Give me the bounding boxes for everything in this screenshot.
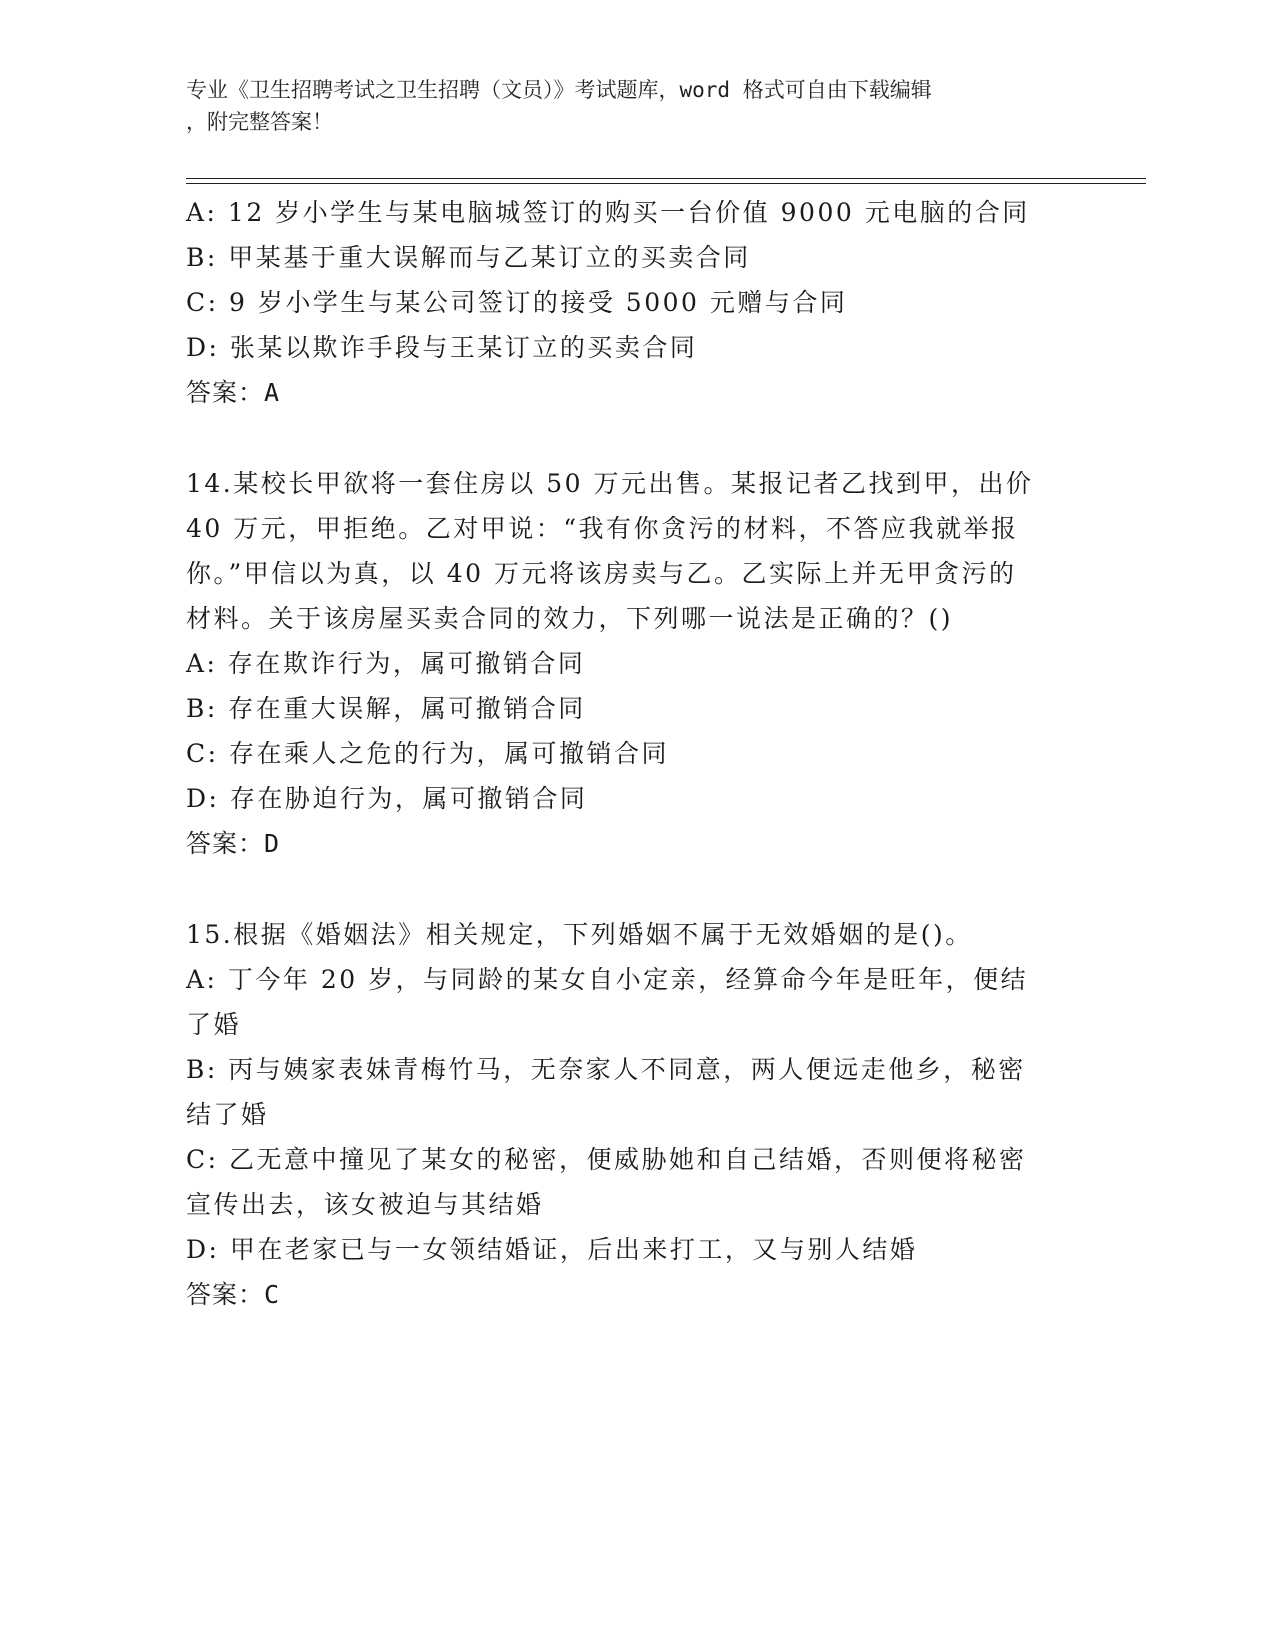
question-14 <box>186 461 1086 866</box>
option-c: C: 乙无意中撞见了某女的秘密，便威胁她和自己结婚，否则便将秘密 <box>186 1145 1027 1174</box>
question-stem-line: 材料。关于该房屋买卖合同的效力，下列哪一说法是正确的？() <box>186 604 954 633</box>
option-c: C: 9 岁小学生与某公司签订的接受 5000 元赠与合同 <box>186 288 848 317</box>
option-c-continued: 宣传出去，该女被迫与其结婚 <box>186 1190 544 1219</box>
answer-value: D <box>264 829 281 858</box>
header-rule-bottom <box>186 183 1146 184</box>
question-stem-line: 你。”甲信以为真，以 40 万元将该房卖与乙。乙实际上并无甲贪污的 <box>186 559 1017 588</box>
answer-line <box>186 821 1086 866</box>
answer-label: 答案： <box>186 829 265 858</box>
header-line-2: ，附完整答案！ <box>186 110 333 134</box>
option-b-continued: 结了婚 <box>186 1100 269 1129</box>
answer-label: 答案： <box>186 1280 265 1309</box>
answer-line <box>186 370 1086 415</box>
question-stem-line: 40 万元，甲拒绝。乙对甲说：“我有你贪污的材料，不答应我就举报 <box>186 514 1019 543</box>
option-b: B: 丙与姨家表妹青梅竹马，无奈家人不同意，两人便远走他乡，秘密 <box>186 1055 1026 1084</box>
option-b: B: 存在重大误解，属可撤销合同 <box>186 694 586 723</box>
question-stem-line: 15.根据《婚姻法》相关规定，下列婚姻不属于无效婚姻的是()。 <box>186 920 973 949</box>
document-header <box>186 74 1066 138</box>
question-15 <box>186 912 1086 1317</box>
option-a-continued: 了婚 <box>186 1010 242 1039</box>
question-13-options <box>186 190 1086 415</box>
option-a: A: 丁今年 20 岁，与同龄的某女自小定亲，经算命今年是旺年，便结 <box>186 965 1029 994</box>
option-b: B: 甲某基于重大误解而与乙某订立的买卖合同 <box>186 243 751 272</box>
header-line-1: 专业《卫生招聘考试之卫生招聘（文员）》考试题库，word 格式可自由下载编辑 <box>186 78 932 102</box>
option-d: D: 甲在老家已与一女领结婚证，后出来打工，又与别人结婚 <box>186 1235 918 1264</box>
option-a: A: 存在欺诈行为，属可撤销合同 <box>186 649 586 678</box>
answer-value: A <box>264 378 281 407</box>
option-a: A: 12 岁小学生与某电脑城签订的购买一台价值 9000 元电脑的合同 <box>186 198 1030 227</box>
answer-value: C <box>264 1280 281 1309</box>
header-rule-top <box>186 178 1146 179</box>
document-body <box>186 190 1086 1317</box>
option-d: D: 存在胁迫行为，属可撤销合同 <box>186 784 588 813</box>
answer-line <box>186 1272 1086 1317</box>
question-stem-line: 14.某校长甲欲将一套住房以 50 万元出售。某报记者乙找到甲，出价 <box>186 469 1034 498</box>
option-d: D: 张某以欺诈手段与王某订立的买卖合同 <box>186 333 698 362</box>
answer-label: 答案： <box>186 378 265 407</box>
option-c: C: 存在乘人之危的行为，属可撤销合同 <box>186 739 669 768</box>
